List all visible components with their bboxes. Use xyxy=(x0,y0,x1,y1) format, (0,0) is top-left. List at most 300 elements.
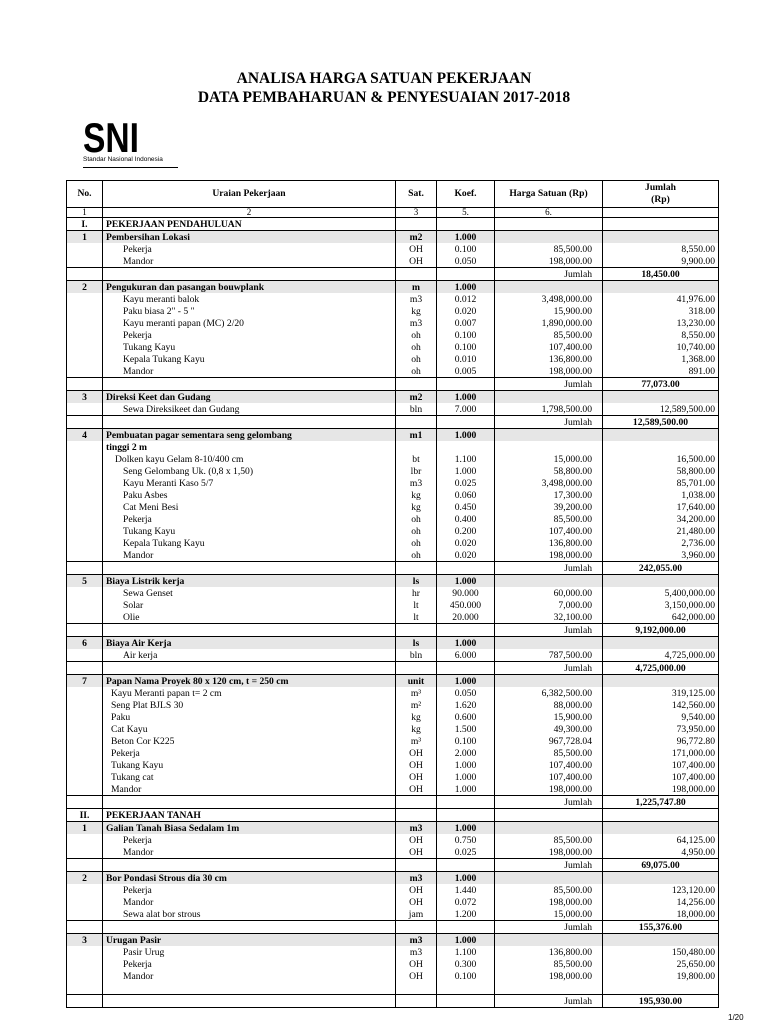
cell-sat: OH xyxy=(396,759,437,771)
cell-jumlah: 4,725,000.00 xyxy=(603,662,719,675)
subtotal-row xyxy=(67,416,719,429)
cell-uraian xyxy=(103,624,396,637)
cell-sat xyxy=(396,624,437,637)
col-header-no: No. xyxy=(67,181,103,208)
cell-no xyxy=(67,946,103,958)
cell-jumlah: 25,650.00 xyxy=(603,958,719,970)
cell-sat: m3 xyxy=(396,317,437,329)
cell-koef xyxy=(437,378,495,391)
cell-koef xyxy=(437,859,495,872)
cell-koef xyxy=(437,982,495,995)
cell-no xyxy=(67,759,103,771)
cell-no xyxy=(67,587,103,599)
cell-koef xyxy=(437,562,495,575)
col-header-jumlah: Jumlah (Rp) xyxy=(603,181,719,208)
work-item-row xyxy=(67,429,719,442)
work-item-row xyxy=(67,391,719,404)
cell-uraian xyxy=(103,982,396,995)
work-item-row xyxy=(67,822,719,835)
cell-no: I. xyxy=(67,218,103,231)
component-row xyxy=(67,982,719,995)
cell-no xyxy=(67,255,103,268)
component-row xyxy=(67,649,719,662)
cell-sat: lt xyxy=(396,599,437,611)
cell-no xyxy=(67,305,103,317)
cell-no: 2 xyxy=(67,281,103,294)
cell-sat: OH xyxy=(396,896,437,908)
cell-harga: 15,900.00 xyxy=(495,711,603,723)
cell-jumlah: 171,000.00 xyxy=(603,747,719,759)
cell-harga xyxy=(495,982,603,995)
cell-uraian xyxy=(103,796,396,809)
cell-koef: 1.000 xyxy=(437,675,495,688)
cell-sat: kg xyxy=(396,501,437,513)
cell-jumlah: 150,480.00 xyxy=(603,946,719,958)
cell-uraian: Pembersihan Lokasi xyxy=(103,231,396,244)
cell-jumlah: 1,038.00 xyxy=(603,489,719,501)
component-row xyxy=(67,699,719,711)
cell-sat xyxy=(396,982,437,995)
cell-koef: 0.020 xyxy=(437,549,495,562)
component-row xyxy=(67,687,719,699)
cell-harga: 85,500.00 xyxy=(495,884,603,896)
cell-harga: 85,500.00 xyxy=(495,958,603,970)
cell-uraian: Tukang cat xyxy=(103,771,396,783)
cell-uraian: Bor Pondasi Strous dia 30 cm xyxy=(103,872,396,885)
cell-koef: 0.012 xyxy=(437,293,495,305)
cell-harga: 58,800.00 xyxy=(495,465,603,477)
cell-koef: 0.600 xyxy=(437,711,495,723)
cell-koef: 0.400 xyxy=(437,513,495,525)
cell-harga: 85,500.00 xyxy=(495,834,603,846)
cell-koef: 450.000 xyxy=(437,599,495,611)
cell-uraian: Beton Cor K225 xyxy=(103,735,396,747)
work-item-row xyxy=(67,675,719,688)
cell-no xyxy=(67,243,103,255)
cell-jumlah xyxy=(603,822,719,835)
cell-koef: 1.000 xyxy=(437,575,495,588)
cell-uraian: Kayu meranti papan (MC) 2/20 xyxy=(103,317,396,329)
cell-jumlah: 16,500.00 xyxy=(603,453,719,465)
cell-koef: 1.620 xyxy=(437,699,495,711)
cell-sat: bt xyxy=(396,453,437,465)
cell-jumlah: 5,400,000.00 xyxy=(603,587,719,599)
cell-harga: 32,100.00 xyxy=(495,611,603,624)
colnum-2: 2 xyxy=(103,208,396,218)
cell-jumlah xyxy=(603,982,719,995)
cell-no xyxy=(67,599,103,611)
cell-jumlah: 12,589,500.00 xyxy=(603,416,719,429)
cell-sat: OH xyxy=(396,834,437,846)
cell-koef xyxy=(437,921,495,934)
cell-no xyxy=(67,735,103,747)
component-row xyxy=(67,587,719,599)
cell-jumlah xyxy=(603,391,719,404)
cell-no xyxy=(67,453,103,465)
cell-jumlah: 34,200.00 xyxy=(603,513,719,525)
subtotal-row xyxy=(67,921,719,934)
price-analysis-table xyxy=(66,180,719,1008)
cell-koef: 0.050 xyxy=(437,255,495,268)
cell-harga xyxy=(495,231,603,244)
cell-uraian: Pekerja xyxy=(103,243,396,255)
cell-no xyxy=(67,513,103,525)
cell-no: 7 xyxy=(67,675,103,688)
cell-jumlah: 14,256.00 xyxy=(603,896,719,908)
cell-sat xyxy=(396,796,437,809)
cell-koef: 0.100 xyxy=(437,329,495,341)
cell-uraian: Papan Nama Proyek 80 x 120 cm, t = 250 cm xyxy=(103,675,396,688)
cell-koef: 1.000 xyxy=(437,465,495,477)
colnum-5: 6. xyxy=(495,208,603,218)
component-row xyxy=(67,453,719,465)
cell-jumlah: 1,225,747.80 xyxy=(603,796,719,809)
cell-jumlah: 107,400.00 xyxy=(603,771,719,783)
work-item-row xyxy=(67,637,719,650)
cell-sat: ls xyxy=(396,575,437,588)
cell-sat: bln xyxy=(396,403,437,416)
cell-sat xyxy=(396,416,437,429)
cell-koef: 7.000 xyxy=(437,403,495,416)
cell-jumlah: 96,772.80 xyxy=(603,735,719,747)
component-row xyxy=(67,341,719,353)
component-row xyxy=(67,599,719,611)
cell-uraian: Cat Kayu xyxy=(103,723,396,735)
cell-jumlah xyxy=(603,281,719,294)
cell-uraian: Biaya Air Kerja xyxy=(103,637,396,650)
cell-no xyxy=(67,268,103,281)
cell-jumlah: 64,125.00 xyxy=(603,834,719,846)
cell-koef: 0.300 xyxy=(437,958,495,970)
cell-uraian: Tukang Kayu xyxy=(103,341,396,353)
cell-harga: Jumlah xyxy=(495,416,603,429)
document-subtitle: DATA PEMBAHARUAN & PENYESUAIAN 2017-2018 xyxy=(197,89,571,106)
cell-sat xyxy=(396,662,437,675)
cell-harga: 198,000.00 xyxy=(495,896,603,908)
cell-uraian: Mandor xyxy=(103,846,396,859)
cell-uraian: Pembuatan pagar sementara seng gelombang xyxy=(103,429,396,442)
cell-uraian: Cat Meni Besi xyxy=(103,501,396,513)
cell-sat: lbr xyxy=(396,465,437,477)
cell-no xyxy=(67,747,103,759)
cell-sat: unit xyxy=(396,675,437,688)
cell-no xyxy=(67,896,103,908)
cell-jumlah: 18,450.00 xyxy=(603,268,719,281)
cell-sat: oh xyxy=(396,341,437,353)
cell-jumlah: 198,000.00 xyxy=(603,783,719,796)
cell-harga: 198,000.00 xyxy=(495,549,603,562)
cell-harga: Jumlah xyxy=(495,796,603,809)
cell-jumlah xyxy=(603,575,719,588)
work-item-row xyxy=(67,575,719,588)
cell-harga: 1,798,500.00 xyxy=(495,403,603,416)
cell-koef: 1.000 xyxy=(437,934,495,947)
cell-sat: m2 xyxy=(396,231,437,244)
cell-uraian: Kayu Meranti Kaso 5/7 xyxy=(103,477,396,489)
cell-koef: 0.200 xyxy=(437,525,495,537)
cell-no xyxy=(67,549,103,562)
cell-no xyxy=(67,982,103,995)
cell-koef: 0.050 xyxy=(437,687,495,699)
cell-no xyxy=(67,489,103,501)
cell-no xyxy=(67,771,103,783)
subtotal-row xyxy=(67,662,719,675)
cell-jumlah: 155,376.00 xyxy=(603,921,719,934)
cell-harga: 15,000.00 xyxy=(495,453,603,465)
cell-koef: 1.000 xyxy=(437,281,495,294)
svg-text:SNI: SNI xyxy=(83,116,139,156)
cell-uraian: Air kerja xyxy=(103,649,396,662)
cell-sat: m xyxy=(396,281,437,294)
cell-harga: 17,300.00 xyxy=(495,489,603,501)
cell-no xyxy=(67,649,103,662)
cell-sat xyxy=(396,378,437,391)
cell-harga: 85,500.00 xyxy=(495,747,603,759)
cell-sat: m1 xyxy=(396,429,437,442)
cell-no xyxy=(67,846,103,859)
cell-sat: m3 xyxy=(396,872,437,885)
cell-uraian: Tukang Kayu xyxy=(103,525,396,537)
cell-no xyxy=(67,884,103,896)
component-row xyxy=(67,846,719,859)
cell-uraian: PEKERJAAN TANAH xyxy=(103,809,396,822)
cell-harga xyxy=(495,637,603,650)
cell-uraian: Sewa alat bor strous xyxy=(103,908,396,921)
cell-uraian: Paku xyxy=(103,711,396,723)
cell-no xyxy=(67,624,103,637)
component-row xyxy=(67,537,719,549)
cell-sat: bln xyxy=(396,649,437,662)
cell-uraian: Biaya Listrik kerja xyxy=(103,575,396,588)
cell-no xyxy=(67,611,103,624)
cell-no xyxy=(67,834,103,846)
cell-koef xyxy=(437,809,495,822)
cell-koef: 1.000 xyxy=(437,637,495,650)
cell-sat: lt xyxy=(396,611,437,624)
cell-harga xyxy=(495,281,603,294)
cell-uraian xyxy=(103,378,396,391)
cell-sat: OH xyxy=(396,846,437,859)
cell-harga xyxy=(495,675,603,688)
cell-jumlah xyxy=(603,637,719,650)
cell-no xyxy=(67,921,103,934)
page-number: 1/20 xyxy=(728,1013,744,1022)
cell-no xyxy=(67,796,103,809)
cell-harga: Jumlah xyxy=(495,995,603,1008)
cell-jumlah xyxy=(603,872,719,885)
cell-uraian: Pekerja xyxy=(103,884,396,896)
component-row xyxy=(67,329,719,341)
cell-uraian: Paku Asbes xyxy=(103,489,396,501)
cell-jumlah: 9,540.00 xyxy=(603,711,719,723)
cell-jumlah: 69,075.00 xyxy=(603,859,719,872)
cell-uraian: Pekerja xyxy=(103,513,396,525)
cell-harga: Jumlah xyxy=(495,624,603,637)
cell-no: 1 xyxy=(67,822,103,835)
cell-uraian: Sewa Direksikeet dan Gudang xyxy=(103,403,396,416)
cell-harga xyxy=(495,575,603,588)
cell-koef: 1.000 xyxy=(437,231,495,244)
cell-sat: kg xyxy=(396,305,437,317)
component-row xyxy=(67,771,719,783)
cell-sat: oh xyxy=(396,365,437,378)
component-row xyxy=(67,317,719,329)
cell-harga: 967,728.04 xyxy=(495,735,603,747)
cell-sat xyxy=(396,921,437,934)
cell-koef: 0.750 xyxy=(437,834,495,846)
cell-sat: OH xyxy=(396,255,437,268)
cell-harga: 198,000.00 xyxy=(495,255,603,268)
cell-uraian xyxy=(103,268,396,281)
col-header-sat: Sat. xyxy=(396,181,437,208)
cell-koef: 1.500 xyxy=(437,723,495,735)
cell-no xyxy=(67,353,103,365)
cell-sat: m² xyxy=(396,699,437,711)
subtotal-row xyxy=(67,378,719,391)
cell-koef: 1.000 xyxy=(437,822,495,835)
cell-sat: jam xyxy=(396,908,437,921)
cell-uraian xyxy=(103,416,396,429)
cell-no: 4 xyxy=(67,429,103,442)
cell-no: 3 xyxy=(67,934,103,947)
cell-no xyxy=(67,293,103,305)
cell-sat: m3 xyxy=(396,477,437,489)
component-row xyxy=(67,896,719,908)
cell-koef xyxy=(437,662,495,675)
cell-no xyxy=(67,317,103,329)
component-row xyxy=(67,908,719,921)
cell-uraian: Kepala Tukang Kayu xyxy=(103,353,396,365)
cell-no xyxy=(67,416,103,429)
cell-jumlah xyxy=(603,441,719,453)
cell-sat: OH xyxy=(396,783,437,796)
cell-no xyxy=(67,562,103,575)
cell-jumlah: 242,055.00 xyxy=(603,562,719,575)
cell-harga: Jumlah xyxy=(495,662,603,675)
cell-sat: m3 xyxy=(396,293,437,305)
cell-uraian: Urugan Pasir xyxy=(103,934,396,947)
cell-uraian: Seng Gelombang Uk. (0,8 x 1,50) xyxy=(103,465,396,477)
cell-harga: 6,382,500.00 xyxy=(495,687,603,699)
cell-sat xyxy=(396,268,437,281)
cell-harga: 198,000.00 xyxy=(495,846,603,859)
cell-sat: kg xyxy=(396,723,437,735)
cell-koef xyxy=(437,796,495,809)
section-row xyxy=(67,809,719,822)
cell-sat xyxy=(396,218,437,231)
cell-jumlah: 2,736.00 xyxy=(603,537,719,549)
cell-sat: oh xyxy=(396,537,437,549)
cell-koef: 1.000 xyxy=(437,872,495,885)
cell-koef: 1.100 xyxy=(437,453,495,465)
cell-jumlah: 123,120.00 xyxy=(603,884,719,896)
cell-no xyxy=(67,783,103,796)
cell-no xyxy=(67,711,103,723)
cell-jumlah: 318.00 xyxy=(603,305,719,317)
cell-koef: 0.100 xyxy=(437,970,495,982)
cell-koef: 0.010 xyxy=(437,353,495,365)
cell-sat: oh xyxy=(396,513,437,525)
cell-jumlah xyxy=(603,218,719,231)
cell-koef: 0.072 xyxy=(437,896,495,908)
component-row xyxy=(67,711,719,723)
component-row xyxy=(67,783,719,796)
cell-no xyxy=(67,908,103,921)
cell-harga: 3,498,000.00 xyxy=(495,293,603,305)
cell-jumlah: 17,640.00 xyxy=(603,501,719,513)
cell-no xyxy=(67,970,103,982)
cell-no xyxy=(67,723,103,735)
cell-uraian xyxy=(103,859,396,872)
cell-koef: 1.000 xyxy=(437,771,495,783)
component-row xyxy=(67,884,719,896)
cell-koef xyxy=(437,268,495,281)
cell-harga: 15,000.00 xyxy=(495,908,603,921)
component-row xyxy=(67,723,719,735)
cell-koef: 0.020 xyxy=(437,537,495,549)
cell-koef: 0.025 xyxy=(437,477,495,489)
subtotal-row xyxy=(67,796,719,809)
cell-no xyxy=(67,525,103,537)
cell-harga: Jumlah xyxy=(495,562,603,575)
cell-koef: 0.005 xyxy=(437,365,495,378)
component-row xyxy=(67,946,719,958)
component-row xyxy=(67,747,719,759)
cell-koef: 20.000 xyxy=(437,611,495,624)
cell-uraian: tinggi 2 m xyxy=(103,441,396,453)
component-row xyxy=(67,513,719,525)
cell-sat: OH xyxy=(396,243,437,255)
component-row xyxy=(67,970,719,982)
cell-sat: kg xyxy=(396,489,437,501)
cell-uraian: Dolken kayu Gelam 8-10/400 cm xyxy=(103,453,396,465)
cell-koef: 1.000 xyxy=(437,429,495,442)
cell-uraian: Olie xyxy=(103,611,396,624)
cell-uraian xyxy=(103,562,396,575)
cell-sat: m³ xyxy=(396,735,437,747)
cell-no xyxy=(67,995,103,1008)
cell-koef: 1.000 xyxy=(437,391,495,404)
cell-uraian: Mandor xyxy=(103,255,396,268)
cell-jumlah: 41,976.00 xyxy=(603,293,719,305)
logo-caption: Standar Nasional Indonesia xyxy=(83,156,163,163)
cell-koef: 1.000 xyxy=(437,783,495,796)
cell-jumlah: 142,560.00 xyxy=(603,699,719,711)
component-row xyxy=(67,305,719,317)
cell-no xyxy=(67,403,103,416)
cell-sat: oh xyxy=(396,525,437,537)
cell-uraian: Mandor xyxy=(103,783,396,796)
cell-uraian: Pengukuran dan pasangan bouwplank xyxy=(103,281,396,294)
cell-uraian: Solar xyxy=(103,599,396,611)
cell-sat: OH xyxy=(396,771,437,783)
cell-harga: 7,000.00 xyxy=(495,599,603,611)
cell-uraian: Pekerja xyxy=(103,834,396,846)
component-row xyxy=(67,477,719,489)
component-row xyxy=(67,834,719,846)
cell-koef: 1.440 xyxy=(437,884,495,896)
col-header-uraian: Uraian Pekerjaan xyxy=(103,181,396,208)
cell-no xyxy=(67,341,103,353)
cell-koef: 0.100 xyxy=(437,341,495,353)
cell-sat xyxy=(396,441,437,453)
col-header-harga: Harga Satuan (Rp) xyxy=(495,181,603,208)
cell-uraian: PEKERJAAN PENDAHULUAN xyxy=(103,218,396,231)
component-row xyxy=(67,958,719,970)
cell-jumlah xyxy=(603,231,719,244)
cell-koef xyxy=(437,218,495,231)
component-row xyxy=(67,353,719,365)
